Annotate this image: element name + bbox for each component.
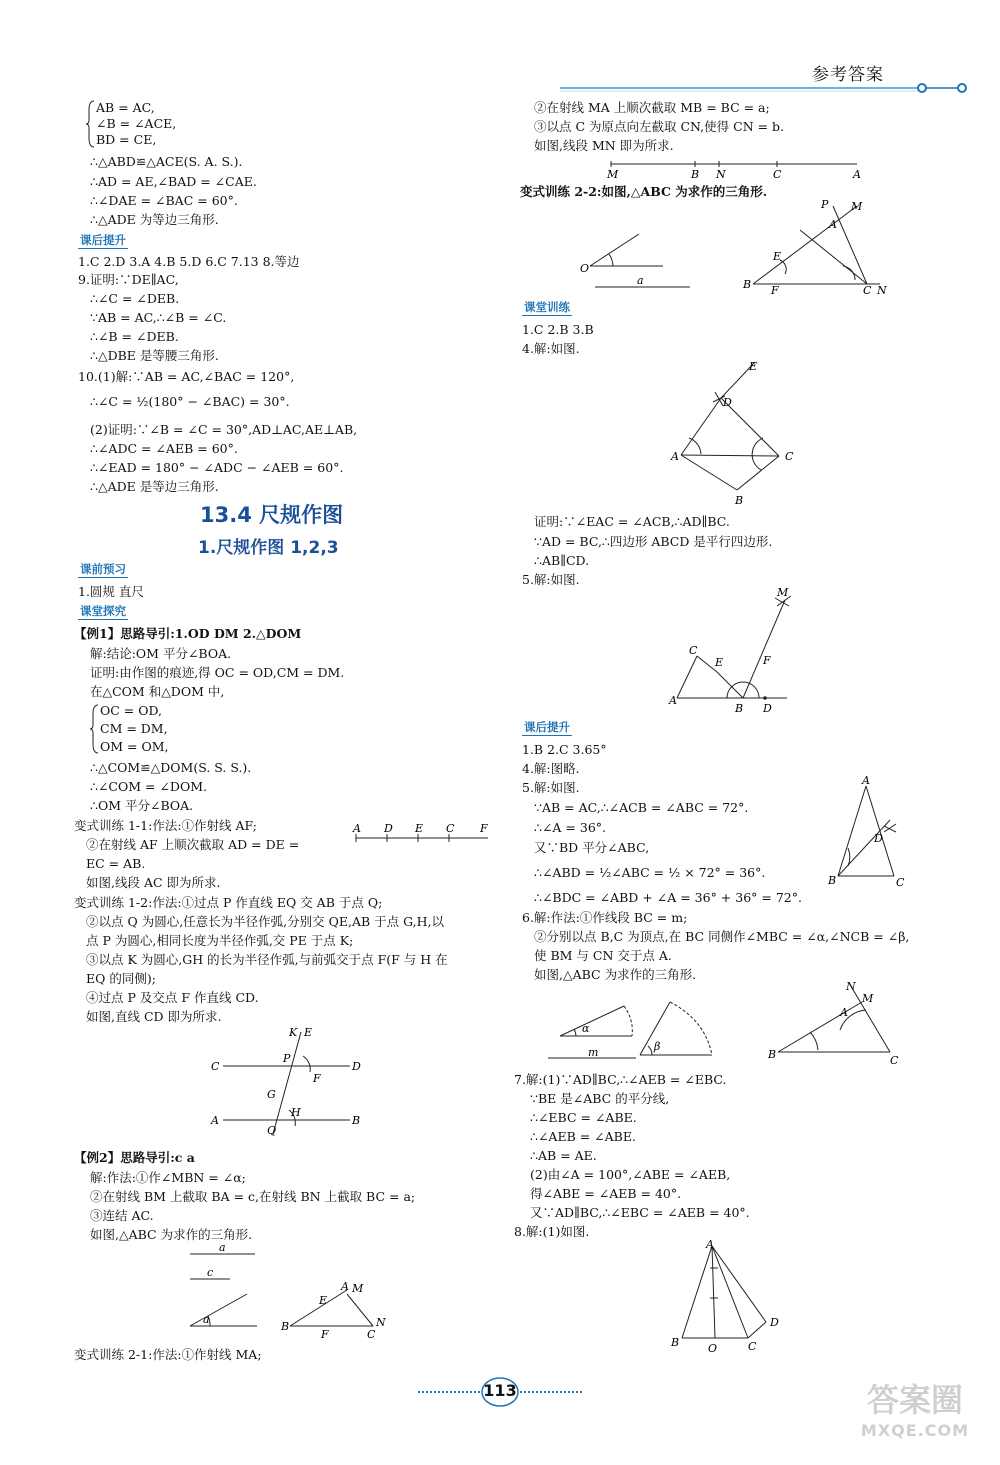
text-c1: 1.圆规 直尺 [78,584,144,599]
header-decoration [560,78,980,98]
text-b11: ∴∠EAD = 180° − ∠ADC − ∠AEB = 60°. [90,460,344,475]
text-i4: ∵AD = BC,∴四边形 ABCD 是平行四边形. [534,534,773,549]
text-k1: 6.解:作法:①作线段 BC = m; [522,910,688,925]
text-g5: 如图,△ABC 为求作的三角形. [90,1227,253,1242]
text-g4: ③连结 AC. [90,1208,154,1223]
section-title: 13.4 尺规作图 [200,503,344,527]
figure-example-2 [185,1242,400,1342]
text-j3: 5.解:如图. [522,780,580,795]
text-a1: AB = AC, [96,100,155,115]
text-a2: ∠B = ∠ACE, [96,116,177,131]
fig-1-2-label-10: B [352,1114,361,1127]
text-h1: ②在射线 MA 上顺次截取 MB = BC = a; [534,100,770,115]
fig-q5-label-2: E [715,656,724,669]
text-d8: ∴△COM≌△DOM(S. S. S.). [90,760,252,775]
fig-tri-label-3: C [896,876,905,889]
fig-q6-label-2: β [654,1040,661,1053]
text-k3: 使 BM 与 CN 交于点 A. [534,948,672,963]
fig-q6-label-3: N [846,980,856,993]
fig-tri-label-1: D [874,832,883,845]
section-tag-kehou: 课后提升 [80,233,126,247]
text-b7: 10.(1)解:∵AB = AC,∠BAC = 120°, [78,369,295,384]
fig-1-1-label-3: C [446,822,455,835]
text-i6: 5.解:如图. [522,572,580,587]
fig-1-2-label-5: D [352,1060,361,1073]
text-l8: 又∵AD∥BC,∴∠EBC = ∠AEB = 40°. [530,1205,750,1220]
text-i3: 证明:∵∠EAC = ∠ACB,∴AD∥BC. [534,514,730,529]
fig-ex2-label-2: a [203,1313,210,1326]
page-number: 113 [483,1381,517,1400]
text-d3: 证明:由作图的痕迹,得 OC = OD,CM = DM. [90,665,345,680]
text-b4: ∵AB = AC,∴∠B = ∠C. [90,310,227,325]
watermark-text: 答案圈 [866,1381,963,1419]
section-tag-ketang-2: 课堂训练 [524,300,570,314]
brace-2 [90,704,100,754]
fig-1-2-label-0: K [289,1026,298,1039]
text-b10: ∴∠ADC = ∠AEB = 60°. [90,441,238,456]
text-d1: 【例1】思路导引:1.OD DM 2.△DOM [74,626,302,641]
text-d10: ∴OM 平分∠BOA. [90,798,194,813]
text-j6: 又∵BD 平分∠ABC, [534,840,650,855]
text-e2: ②在射线 AF 上顺次截取 AD = DE = [86,837,300,852]
fig-2-2-label-1: a [637,274,644,287]
text-j5: ∴∠A = 36°. [534,820,607,835]
fig-ex2-label-5: E [319,1294,328,1307]
fig-1-2-label-8: A [211,1114,219,1127]
fig-q4-label-2: A [671,450,679,463]
fig-1-2-label-1: E [304,1026,313,1039]
text-d5: OC = OD, [100,703,163,718]
header-label: 参考答案 [812,65,884,85]
fig-ex2-label-8: C [367,1328,376,1341]
text-d4: 在△COM 和△DOM 中, [90,684,225,699]
fig-ex2-label-3: A [341,1280,349,1293]
text-e4: 如图,线段 AC 即为所求. [86,875,221,890]
fig-ex2-label-7: F [321,1328,329,1341]
fig-1-2-label-7: H [291,1106,301,1119]
text-i1: 1.C 2.B 3.B [522,322,594,337]
text-f6: ④过点 P 及交点 F 作直线 CD. [86,990,259,1005]
fig-q8-label-2: B [671,1336,680,1349]
fig-ex2-label-1: c [207,1266,214,1279]
section-tag-kehou-2: 课后提升 [524,720,570,734]
text-b8: ∴∠C = ½(180° − ∠BAC) = 30°. [90,394,290,409]
figure-1-2 [205,1026,370,1138]
fig-1-2-label-6: G [267,1088,276,1101]
text-l7: 得∠ABE = ∠AEB = 40°. [530,1186,682,1201]
watermark-sub: MXQE.COM [860,1421,970,1440]
fig-q5-label-4: A [669,694,677,707]
fig-tri-label-0: A [862,774,870,787]
fig-q4-label-0: E [749,360,758,373]
brace-1 [86,100,96,148]
fig-q6-label-1: m [588,1046,599,1059]
fig-q8-label-0: A [706,1238,714,1251]
fig-2-2-label-7: F [771,284,779,297]
fig-q5-label-1: C [689,644,698,657]
text-k2: ②分别以点 B,C 为顶点,在 BC 同侧作∠MBC = ∠α,∠NCB = ∠β, [534,929,910,944]
text-l3: ∴∠EBC = ∠ABE. [530,1110,637,1125]
text-j8: ∴∠BDC = ∠ABD + ∠A = 36° + 36° = 72°. [534,890,802,905]
fig-ex2-label-9: N [376,1316,386,1329]
text-i2: 4.解:如图. [522,341,580,356]
text-j2: 4.解:图略. [522,761,580,776]
figure-1-1 [352,822,492,852]
watermark [850,1375,980,1455]
fig-1-1-label-0: A [353,822,361,835]
fig-1-2-label-2: P [283,1052,291,1065]
text-a5: ∴AD = AE,∠BAD = ∠CAE. [90,174,257,189]
text-a6: ∴∠DAE = ∠BAC = 60°. [90,193,238,208]
fig-q8-label-3: O [708,1342,718,1355]
text-l4: ∴∠AEB = ∠ABE. [530,1129,636,1144]
text-k4: 如图,△ABC 为求作的三角形. [534,967,697,982]
figure-q5-triangle [826,774,916,890]
text-f2: ②以点 Q 为圆心,任意长为半径作弧,分别交 QE,AB 于点 G,H,以 [86,914,445,929]
text-b3: ∴∠C = ∠DEB. [90,291,180,306]
text-h4: 变式训练 2-2:如图,△ABC 为求作的三角形. [520,184,768,199]
fig-q8-label-4: C [748,1340,757,1353]
fig-q8-label-1: D [770,1316,779,1329]
text-b6: ∴△DBE 是等腰三角形. [90,348,219,363]
text-e1: 变式训练 1-1:作法:①作射线 AF; [74,818,257,833]
fig-1-2-label-4: F [313,1072,321,1085]
section-tag-keqian: 课前预习 [80,562,126,576]
figure-2-2 [575,198,895,298]
figure-q6 [540,980,930,1070]
text-b5: ∴∠B = ∠DEB. [90,329,179,344]
fig-q6-label-0: α [582,1022,590,1035]
fig-q5-label-5: B [735,702,744,715]
fig-q4-label-4: B [735,494,744,507]
fig-2-2-label-9: N [877,284,887,297]
fig-1-2-label-9: Q [267,1124,277,1137]
text-a3: BD = CE, [96,132,157,147]
text-d2: 解:结论:OM 平分∠BOA. [90,646,232,661]
text-f4: ③以点 K 为圆心,GH 的长为半径作弧,与前弧交于点 F(F 与 H 在 [86,952,448,967]
fig-q6-label-6: B [768,1048,777,1061]
figure-q5 [665,586,805,718]
text-a7: ∴△ADE 为等边三角形. [90,212,219,227]
text-b9: (2)证明:∵∠B = ∠C = 30°,AD⊥AC,AE⊥AB, [90,422,358,437]
figure-q4 [665,358,805,508]
figure-2-1 [605,156,865,182]
fig-2-2-label-0: O [580,262,590,275]
fig-2-2-label-2: P [821,198,829,211]
sub-title: 1.尺规作图 1,2,3 [198,538,339,558]
text-l2: ∵BE 是∠ABC 的平分线, [530,1091,670,1106]
fig-1-2-label-3: C [211,1060,220,1073]
text-e3: EC = AB. [86,856,146,871]
fig-2-1-label-2: N [716,168,726,181]
text-j1: 1.B 2.C 3.65° [522,742,607,757]
text-f5: EQ 的同侧); [86,971,156,986]
fig-2-1-label-4: A [853,168,861,181]
fig-q6-label-5: A [840,1006,848,1019]
fig-q4-label-3: C [785,450,794,463]
text-l1: 7.解:(1)∵AD∥BC,∴∠AEB = ∠EBC. [514,1072,727,1087]
text-f3: 点 P 为圆心,相同长度为半径作弧,交 PE 于点 K; [86,933,354,948]
text-d7: OM = OM, [100,739,169,754]
text-f1: 变式训练 1-2:作法:①过点 P 作直线 EQ 交 AB 于点 Q; [74,895,383,910]
text-m1: 8.解:(1)如图. [514,1224,590,1239]
text-g1: 【例2】思路导引:c a [74,1150,195,1165]
fig-2-2-label-3: M [851,200,863,213]
text-l6: (2)由∠A = 100°,∠ABE = ∠AEB, [530,1167,731,1182]
fig-1-1-label-2: E [415,822,424,835]
fig-q5-label-6: D [763,702,772,715]
fig-q6-label-4: M [862,992,874,1005]
fig-2-2-label-8: C [863,284,872,297]
fig-q4-label-1: D [723,396,732,409]
text-g2: 解:作法:①作∠MBN = ∠α; [90,1170,246,1185]
text-b12: ∴△ADE 是等边三角形. [90,479,219,494]
fig-ex2-label-4: M [352,1282,364,1295]
fig-2-1-label-3: C [773,168,782,181]
text-l5: ∴AB = AE. [530,1148,597,1163]
figure-q8 [668,1238,788,1358]
fig-q5-label-0: M [777,586,789,599]
fig-1-1-label-1: D [384,822,393,835]
fig-2-1-label-0: M [607,168,619,181]
fig-2-2-label-6: B [743,278,752,291]
text-d6: CM = DM, [100,721,168,736]
text-g6: 变式训练 2-1:作法:①作射线 MA; [74,1347,262,1362]
fig-ex2-label-0: a [219,1241,226,1254]
text-h2: ③以点 C 为原点向左截取 CN,使得 CN = b. [534,119,785,134]
fig-2-1-label-1: B [691,168,700,181]
text-b2: 9.证明:∵DE∥AC, [78,272,179,287]
fig-2-2-label-5: E [773,250,782,263]
fig-tri-label-2: B [828,874,837,887]
text-i5: ∴AB∥CD. [534,553,590,568]
fig-q5-label-3: F [763,654,771,667]
text-d9: ∴∠COM = ∠DOM. [90,779,207,794]
text-h3: 如图,线段 MN 即为所求. [534,138,674,153]
fig-2-2-label-4: A [829,218,837,231]
text-a4: ∴△ABD≌△ACE(S. A. S.). [90,154,243,169]
text-j7: ∴∠ABD = ½∠ABC = ½ × 72° = 36°. [534,865,766,880]
section-tag-ketang: 课堂探究 [80,604,126,618]
fig-1-1-label-4: F [480,822,488,835]
fig-ex2-label-6: B [281,1320,290,1333]
text-j4: ∵AB = AC,∴∠ACB = ∠ABC = 72°. [534,800,749,815]
text-b1: 1.C 2.D 3.A 4.B 5.D 6.C 7.13 8.等边 [78,254,300,269]
text-f7: 如图,直线 CD 即为所求. [86,1009,222,1024]
fig-q6-label-7: C [890,1054,899,1067]
text-g3: ②在射线 BM 上截取 BA = c,在射线 BN 上截取 BC = a; [90,1189,416,1204]
